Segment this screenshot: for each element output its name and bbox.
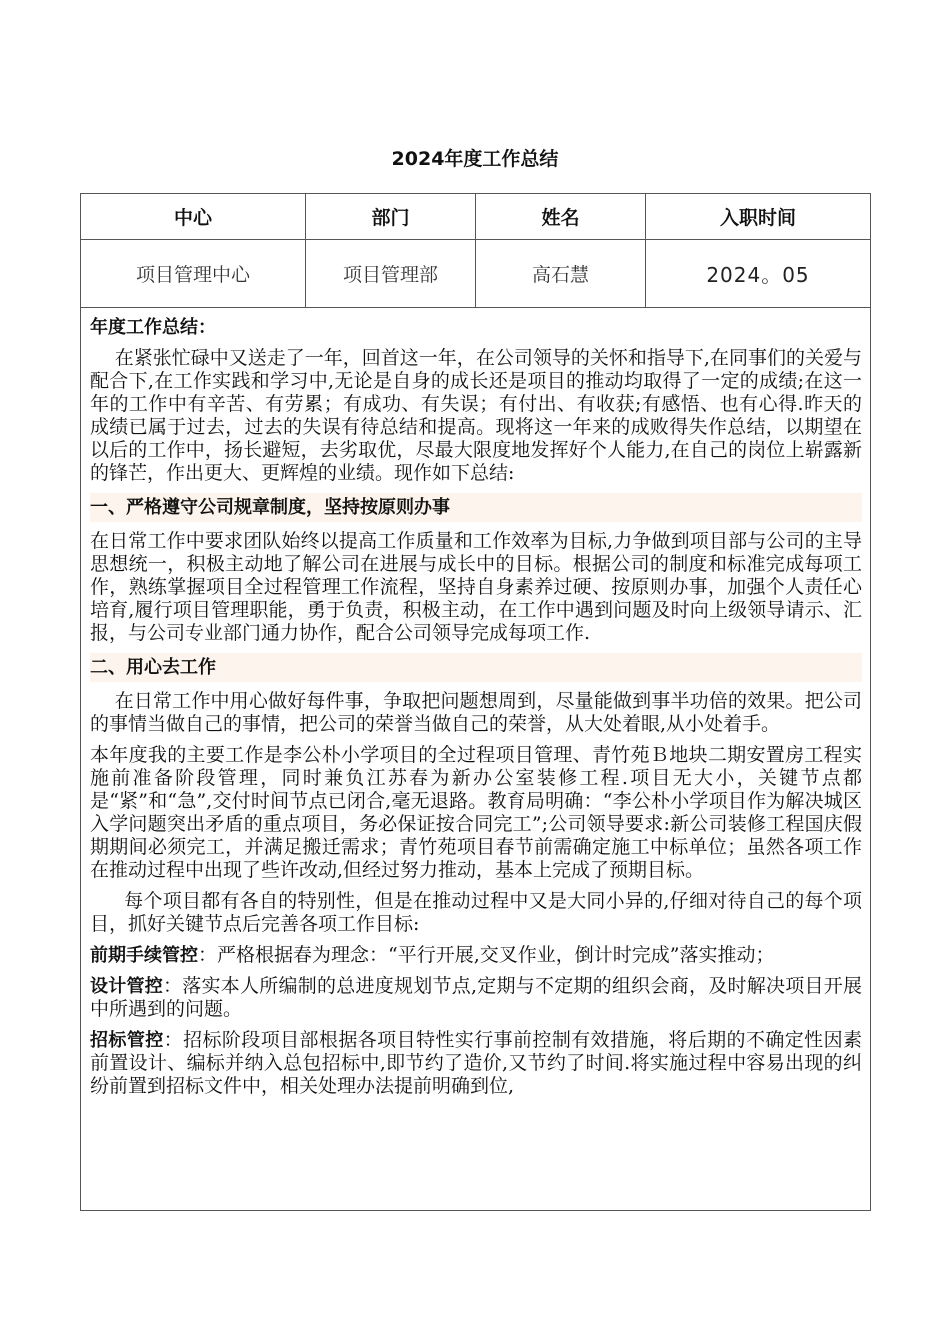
item-pre-procedures [90,944,862,967]
page-title: 2024年度工作总结 [391,148,559,170]
item-design-control [90,975,862,1021]
item-label: 设计管控 [90,976,163,997]
item-separator: ： [163,975,183,997]
table-header-row [81,194,870,240]
item-tender-control [90,1029,862,1098]
item-label: 前期手续管控 [90,945,198,966]
summary-form [80,193,871,1211]
item-label: 招标管控 [90,1030,164,1051]
header-name: 姓名 [476,194,646,239]
intro-paragraph: 在紧张忙碌中又送走了一年，回首这一年，在公司领导的关怀和指导下,在同事们的关爱与配合下,在工作实践和学习中,无论是自身的成长还是项目的推动均取得了一定的成绩;在这一年的工作中有辛苦、有劳累；有成功、有失误；有付出、有收获;有感悟、也有心得.昨天的成绩已属于过去，过去的失误有待总结和提高。现将这一年来的成败得失作总结，以期望在以后的工作中，扬长避短，去劣取优，尽最大限度地发挥好个人能力,在自己的岗位上崭露新的锋芒，作出更大、更辉煌的业绩。现作如下总结: [90,347,862,484]
summary-heading: 年度工作总结： [90,317,216,338]
item-text: 严格根据春为理念：“平行开展,交叉作业，倒计时完成”落实推动； [217,944,775,966]
item-text: 招标阶段项目部根据各项目特性实行事前控制有效措施，将后期的不确定性因素前置设计、编标并纳入总包招标中,即节约了造价,又节约了时间.将实施过程中容易出现的纠纷前置到招标文件中，相关处理办法提前明确到位, [90,1029,862,1097]
header-join-date: 入职时间 [719,207,796,229]
section-2-paragraph: 在日常工作中用心做好每件事，争取把问题想周到，尽量能做到事半功倍的效果。把公司的事情当做自己的事情，把公司的荣誉当做自己的荣誉，从大处着眼,从小处着手。 [90,690,862,735]
section-1-title: 一、严格遵守公司规章制度，坚持按原则办事 [90,493,862,522]
section-2-title: 二、用心去工作 [90,653,862,682]
cell-join-date: 2024。05 [706,262,810,287]
cell-name: 高石慧 [476,239,646,307]
header-department: 部门 [306,194,476,239]
item-separator: ： [163,1029,184,1051]
item-separator: ： [198,944,218,966]
item-text: 落实本人所编制的总进度规划节点,定期与不定期的组织会商，及时解决项目开展中所遇到的问题。 [90,975,862,1020]
header-center: 中心 [81,194,306,239]
cell-department: 项目管理部 [306,239,476,307]
cell-center: 项目管理中心 [81,239,306,307]
section-1-paragraph: 在日常工作中要求团队始终以提高工作质量和工作效率为目标,力争做到项目部与公司的主导思想统一，积极主动地了解公司在进展与成长中的目标。根据公司的制度和标准完成每项工作，熟练掌握项目全过程管理工作流程，坚持自身素养过硬、按原则办事，加强个人责任心培育,履行项目管理职能，勇于负责，积极主动，在工作中遇到问题及时向上级领导请示、汇报，与公司专业部门通力协作，配合公司领导完成每项工作. [90,530,862,644]
projects-intro-paragraph: 每个项目都有各自的特别性，但是在推动过程中又是大同小异的,仔细对待自己的每个项目，抓好关键节点后完善各项工作目标: [90,890,862,935]
summary-body [90,316,862,1106]
table-row [81,239,870,308]
main-work-paragraph: 本年度我的主要工作是李公朴小学项目的全过程项目管理、青竹苑Ｂ地块二期安置房工程实施前准备阶段管理，同时兼负江苏春为新办公室装修工程.项目无大小，关键节点都是“紧”和“急”,交付时间节点已闭合,毫无退路。教育局明确：“李公朴小学项目作为解决城区入学问题突出矛盾的重点项目，务必保证按合同完工”;公司领导要求:新公司装修工程国庆假期期间必须完工，并满足搬迁需求；青竹苑项目春节前需确定施工中标单位；虽然各项工作在推动过程中出现了些许改动,但经过努力推动，基本上完成了预期目标。 [90,744,862,881]
